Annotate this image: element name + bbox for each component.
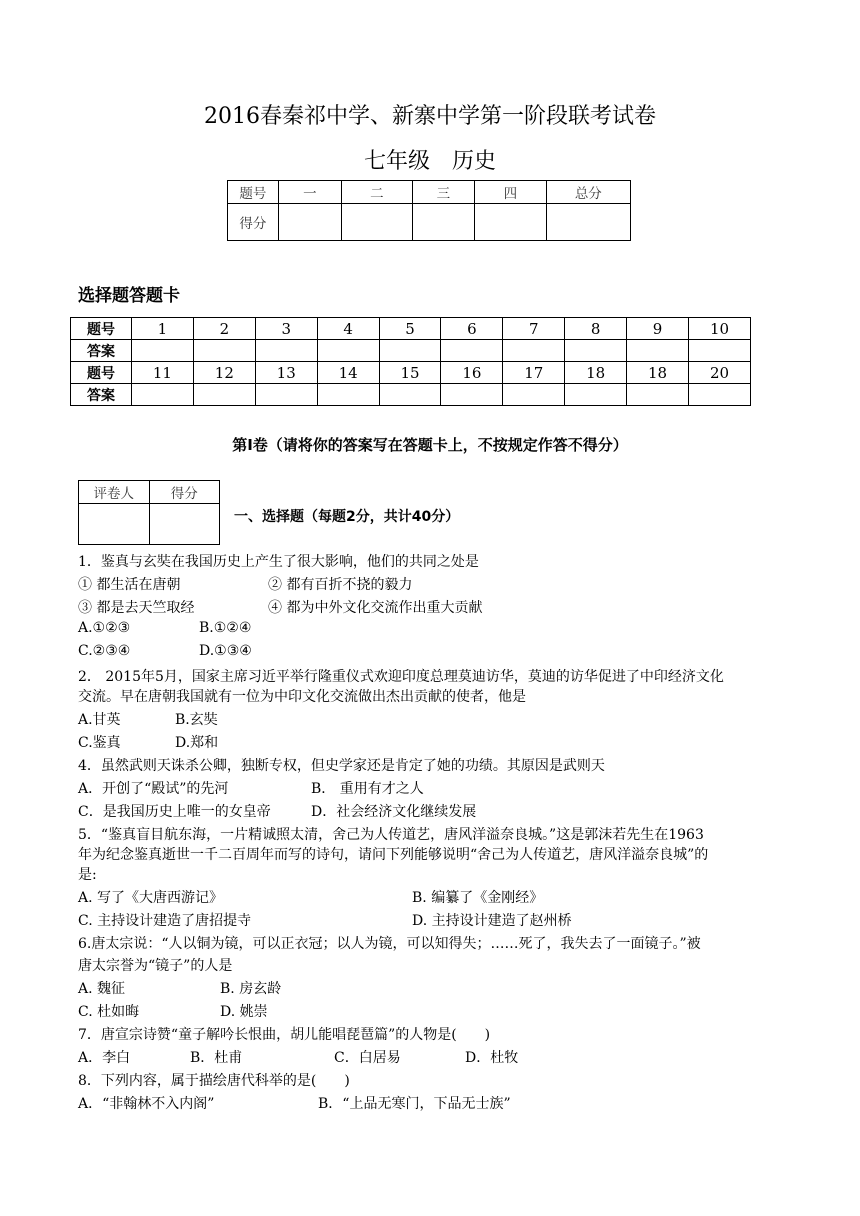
answer-card-label: 题号 (71, 318, 132, 340)
score-blank-cell (475, 204, 546, 241)
option: A．“非翰林不入内阁” (78, 1096, 215, 1112)
statement: ④ 都为中外文化交流作出重大贡献 (268, 600, 483, 616)
answer-card-number: 13 (255, 362, 317, 384)
answer-card-number: 3 (255, 318, 317, 340)
answer-slot (317, 384, 379, 406)
score-blank-cell (278, 204, 342, 241)
answer-card-answer-row (71, 340, 751, 362)
option: D．杜牧 (465, 1050, 519, 1066)
answer-card-number: 7 (503, 318, 565, 340)
option: C.②③④ (78, 643, 131, 659)
option: A．开创了“殿试”的先河 (78, 781, 229, 797)
answer-slot (255, 384, 317, 406)
score-cell: 三 (412, 181, 475, 204)
score-table-header-row (228, 181, 631, 204)
answer-slot (132, 384, 194, 406)
score-blank-cell (546, 204, 630, 241)
option: B．杜甫 (190, 1050, 243, 1066)
answer-card-number: 14 (317, 362, 379, 384)
option: C. 主持设计建造了唐招提寺 (78, 913, 252, 929)
grader-blank-cell (79, 504, 150, 545)
answer-slot (193, 384, 255, 406)
answer-card-label: 题号 (71, 362, 132, 384)
answer-slot (565, 384, 627, 406)
option: A. 写了《大唐西游记》 (78, 890, 224, 906)
answer-slot (503, 340, 565, 362)
answer-slot (689, 384, 751, 406)
answer-slot (627, 340, 689, 362)
option: D.郑和 (175, 735, 219, 751)
grader-label: 得分 (149, 481, 220, 504)
section-title: 一、选择题（每题2分，共计40分） (234, 509, 460, 525)
option: B．“上品无寒门，下品无士族” (318, 1096, 511, 1112)
option: C．是我国历史上唯一的女皇帝 (78, 804, 271, 820)
answer-card-number: 17 (503, 362, 565, 384)
option: A.甘英 (78, 712, 121, 728)
answer-card-answer-row (71, 384, 751, 406)
answer-card-label: 答案 (71, 384, 132, 406)
grader-blank-row (79, 504, 220, 545)
answer-card-number: 1 (132, 318, 194, 340)
volume-instruction: 第Ⅰ卷（请将你的答案写在答题卡上，不按规定作答不得分） (232, 436, 628, 454)
question-stem: 5．“鉴真盲目航东海，一片精诚照太清，舍己为人传道艺，唐风洋溢奈良城。”这是郭沫若先生在1963 (78, 827, 704, 843)
answer-card-number: 8 (565, 318, 627, 340)
answer-slot (627, 384, 689, 406)
option: C.鉴真 (78, 735, 121, 751)
score-table-score-row (228, 204, 631, 241)
score-cell: 总分 (546, 181, 630, 204)
score-table (227, 180, 631, 241)
question-stem: 7．唐宣宗诗赞“童子解吟长恨曲，胡儿能唱琵琶篇”的人物是( ) (78, 1027, 491, 1043)
option: C. 杜如晦 (78, 1004, 140, 1020)
statement: ② 都有百折不挠的毅力 (268, 577, 413, 593)
grader-label: 评卷人 (79, 481, 150, 504)
answer-slot (441, 384, 503, 406)
answer-slot (255, 340, 317, 362)
answer-card-number: 2 (193, 318, 255, 340)
answer-card-number: 18 (627, 362, 689, 384)
option: B.玄奘 (175, 712, 218, 728)
score-cell: 一 (278, 181, 342, 204)
answer-card-number: 5 (379, 318, 441, 340)
answer-card-number: 20 (689, 362, 751, 384)
question-stem: 1．鉴真与玄奘在我国历史上产生了很大影响，他们的共同之处是 (78, 554, 479, 570)
answer-slot (441, 340, 503, 362)
question-stem: 6.唐太宗说：“人以铜为镜，可以正衣冠；以人为镜，可以知得失；……死了，我失去了一面镜子。”被 (78, 936, 701, 952)
option: B. 编纂了《金刚经》 (412, 890, 544, 906)
option: B. 房玄龄 (220, 981, 282, 997)
grader-header-row (79, 481, 220, 504)
answer-card-label: 答案 (71, 340, 132, 362)
score-cell: 题号 (228, 181, 279, 204)
score-blank-cell (342, 204, 412, 241)
grader-box (78, 480, 220, 545)
answer-slot (317, 340, 379, 362)
question-stem: 2． 2015年5月，国家主席习近平举行隆重仪式欢迎印度总理莫迪访华，莫迪的访华促进了中印经济文化 (78, 669, 724, 685)
option: A.①②③ (78, 620, 131, 636)
answer-card-number: 12 (193, 362, 255, 384)
question-stem: 唐太宗誉为“镜子”的人是 (78, 958, 233, 974)
option: B． 重用有才之人 (311, 781, 424, 797)
answer-card-number: 10 (689, 318, 751, 340)
statement: ① 都生活在唐朝 (78, 577, 181, 593)
exam-subtitle: 七年级 历史 (363, 149, 496, 174)
option: D. 主持设计建造了赵州桥 (412, 913, 572, 929)
option: D．社会经济文化继续发展 (311, 804, 477, 820)
option: A. 魏征 (78, 981, 126, 997)
answer-slot (379, 384, 441, 406)
answer-card-number: 6 (441, 318, 503, 340)
answer-card-number: 18 (565, 362, 627, 384)
answer-card-number: 4 (317, 318, 379, 340)
answer-card-number: 15 (379, 362, 441, 384)
answer-card-title: 选择题答题卡 (78, 286, 180, 306)
option: B.①②④ (199, 620, 252, 636)
score-cell: 得分 (228, 204, 279, 241)
exam-title: 2016春秦祁中学、新寨中学第一阶段联考试卷 (204, 104, 656, 129)
answer-card-table (70, 317, 751, 406)
answer-card-number-row (71, 318, 751, 340)
answer-slot (132, 340, 194, 362)
score-cell: 二 (342, 181, 412, 204)
answer-card-number-row (71, 362, 751, 384)
option: C．白居易 (334, 1050, 401, 1066)
option: A．李白 (78, 1050, 131, 1066)
option: D. 姚崇 (220, 1004, 268, 1020)
option: D.①③④ (199, 643, 252, 659)
statement: ③ 都是去天竺取经 (78, 600, 195, 616)
answer-slot (503, 384, 565, 406)
question-stem: 8．下列内容，属于描绘唐代科举的是( ) (78, 1073, 350, 1089)
question-stem: 4．虽然武则天诛杀公卿，独断专权，但史学家还是肯定了她的功绩。其原因是武则天 (78, 758, 605, 774)
score-cell: 四 (475, 181, 546, 204)
answer-card-number: 9 (627, 318, 689, 340)
answer-slot (565, 340, 627, 362)
answer-slot (689, 340, 751, 362)
answer-card-number: 16 (441, 362, 503, 384)
answer-slot (379, 340, 441, 362)
score-blank-cell (412, 204, 475, 241)
answer-card-number: 11 (132, 362, 194, 384)
question-stem: 是: (78, 867, 97, 883)
answer-slot (193, 340, 255, 362)
question-stem: 交流。早在唐朝我国就有一位为中印文化交流做出杰出贡献的使者，他是 (78, 689, 526, 705)
question-stem: 年为纪念鉴真逝世一千二百周年而写的诗句，请问下列能够说明“舍己为人传道艺，唐风洋溢奈良城”的 (78, 847, 709, 863)
grader-blank-cell (149, 504, 220, 545)
